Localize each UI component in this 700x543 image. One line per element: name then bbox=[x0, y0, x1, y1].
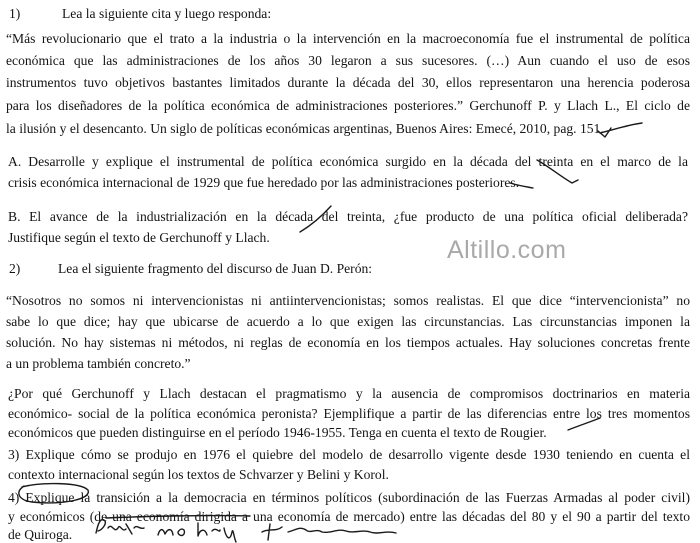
q1-a-line-2: crisis económica internacional de 1929 que fue heredado por las administraciones posteriores. bbox=[8, 175, 520, 190]
handwritten-note bbox=[94, 515, 410, 543]
q1-quote-line-3: instrumentos tuvo objetivos bastantes limitados durante la década del 30, ellos representaron una herencia poderosa bbox=[6, 75, 690, 90]
q1-quote-line-4: para los diseñadores de la política económica de administraciones posteriores.” Gerchunoff P. y Llach L., El ciclo de bbox=[6, 98, 690, 113]
q1-b-line-2: Justifique según el texto de Gerchunoff y Llach. bbox=[8, 230, 270, 245]
q1-number: 1) bbox=[9, 6, 21, 21]
q4-line-3: de Quiroga. bbox=[8, 527, 73, 542]
q2-number: 2) bbox=[9, 261, 21, 276]
q2-question-line-3: económicos que pueden distinguirse en el período 1946-1955. Tenga en cuenta el texto de Rougier. bbox=[8, 425, 547, 440]
q1-quote-line-5: la ilusión y el desencanto. Un siglo de políticas económicas argentinas, Buenos Aires: Emecé, 2010, pag. 151. bbox=[6, 121, 604, 136]
q2-quote-line-2: sabe lo que dice; hay que ubicarse de acuerdo a lo que exigen las circunstancias. Las circunstancias imponen la bbox=[6, 314, 690, 329]
q1-b-line-1: B. El avance de la industrialización en la década del treinta, ¿fue producto de una política oficial deliberada? bbox=[8, 209, 688, 224]
q2-quote-line-3: solución. No hay sistemas ni métodos, ni reglas de economía en los tiempos actuales. Hay soluciones concretas frente bbox=[6, 335, 690, 350]
q2-quote-line-4: a un problema también concreto.” bbox=[6, 356, 191, 371]
q4-line-1: 4) Explique la transición a la democracia en términos políticos (subordinación de las Fuerzas Armadas al poder civil) bbox=[8, 490, 690, 505]
altillo-watermark: Altillo.com bbox=[447, 236, 567, 264]
handwritten-note-text bbox=[94, 515, 410, 543]
q3-line-1: 3) Explique cómo se produjo en 1976 el quiebre del modelo de desarrollo vigente desde 1930 teniendo en cuenta el bbox=[8, 447, 690, 462]
q2-question-line-1: ¿Por qué Gerchunoff y Llach destacan el pragmatismo y la ausencia de compromisos doctrinarios en materia bbox=[8, 386, 690, 401]
q1-instruction: Lea la siguiente cita y luego responda: bbox=[62, 6, 272, 21]
q2-instruction: Lea el siguiente fragmento del discurso de Juan D. Perón: bbox=[58, 261, 373, 276]
q1-quote-line-2: económica que las administraciones de los años 30 legaron a sus sucesores. (…) Aun cuando el uso de esos bbox=[6, 53, 690, 68]
q1-quote-line-1: “Más revolucionario que el trato a la industria o la intervención en la macroeconomía fue el instrumental de política bbox=[6, 31, 690, 46]
check-mark-q1 bbox=[600, 123, 642, 133]
q3-line-2: contexto internacional según los textos de Schvarzer y Belini y Korol. bbox=[8, 467, 389, 482]
q2-question-line-2: económico- social de la política económica peronista? Ejemplifique a partir de las diferencias entre los tres momentos bbox=[8, 406, 690, 421]
q4-line-2: y económicos (de una economía dirigida a una economía de mercado) entre las décadas del 80 y el 90 a partir del texto bbox=[8, 509, 690, 524]
q1-a-line-1: A. Desarrolle y explique el instrumental de política económica surgido en la década del treinta en el marco de la bbox=[8, 154, 688, 169]
q2-quote-line-1: “Nosotros no somos ni intervencionistas ni antiintervencionistas; somos realistas. El que dice “intervencionista” no bbox=[6, 293, 690, 308]
